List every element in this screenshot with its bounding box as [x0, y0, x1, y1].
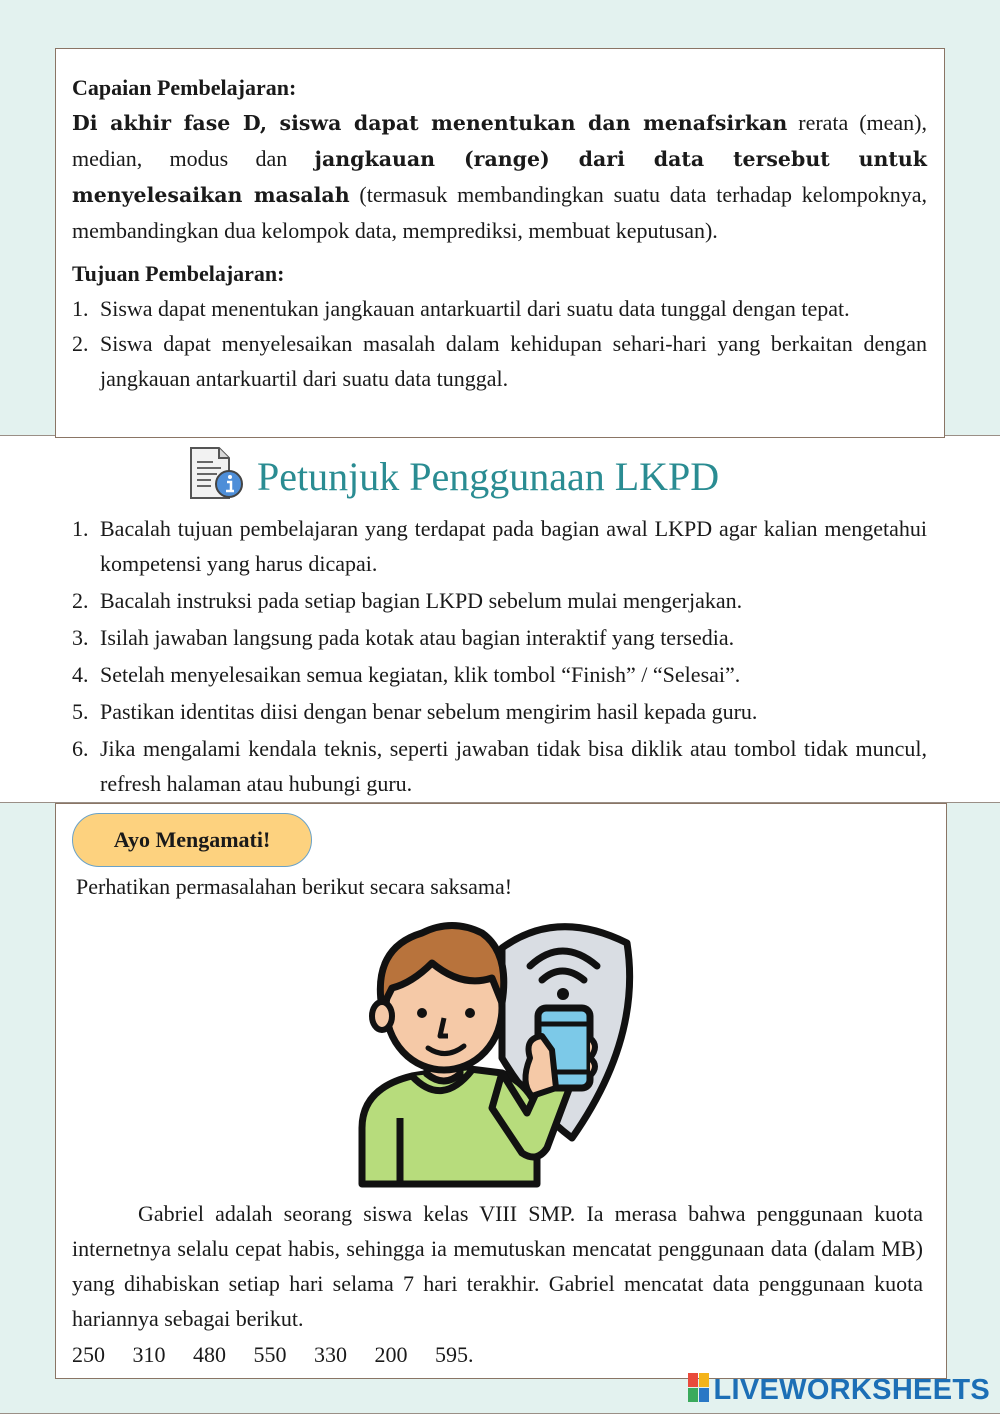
story-paragraph: Gabriel adalah seorang siswa kelas VIII SMP. Ia merasa bahwa penggunaan kuota internetnya selalu cepat habis, sehingga ia memutuskan mencatat penggunaan data (dalam MB) yang dihabiskan setiap hari selama 7 hari terakhir. Gabriel mencatat data penggunaan kuota hariannya sebagai berikut. [72, 1201, 923, 1331]
document-info-icon [185, 446, 245, 507]
observe-intro: Perhatikan permasalahan berikut secara saksama! [76, 874, 513, 899]
data-value: 310 [132, 1342, 166, 1367]
instructions-list [72, 511, 927, 801]
data-value: 200 [374, 1342, 408, 1367]
learning-objectives-list [72, 291, 927, 396]
learning-outcome-heading: Capaian Pembelajaran: [72, 75, 297, 100]
learning-outcome-text-1: rerata (mean), median, modus dan [72, 110, 927, 171]
instructions-title-text: Petunjuk Penggunaan LKPD [257, 453, 720, 499]
learning-outcome-bold-intro: Di akhir fase D, siswa dapat menentukan dan menafsirkan [72, 111, 788, 135]
data-value: 550 [253, 1342, 287, 1367]
data-value: 330 [314, 1342, 347, 1367]
instruction-item: 5. Pastikan identitas diisi dengan benar sebelum mengirim hasil kepada guru. [72, 699, 758, 724]
person-with-phone-icon [352, 908, 642, 1190]
instruction-item: 1. Bacalah tujuan pembelajaran yang terdapat pada bagian awal LKPD agar kalian mengetahui kompetensi yang harus dicapai. [72, 516, 927, 576]
liveworksheets-logo-icon [688, 1373, 710, 1408]
instruction-item: 2. Bacalah instruksi pada setiap bagian LKPD sebelum mulai mengerjakan. [72, 588, 743, 613]
instruction-item: 3. Isilah jawaban langsung pada kotak atau bagian interaktif yang tersedia. [72, 625, 735, 650]
liveworksheets-watermark [688, 1374, 991, 1406]
instructions-title [185, 446, 719, 506]
learning-outcome-bold-middle: jangkauan (range) dari data tersebut untuk menyelesaikan masalah [72, 147, 927, 207]
data-value: 250 [72, 1342, 105, 1367]
ayo-mengamati-badge: Ayo Mengamati! [72, 813, 312, 867]
learning-outcome-section [72, 70, 927, 248]
liveworksheets-wordmark: LIVEWORKSHEETS [713, 1373, 990, 1406]
objective-item: 2. Siswa dapat menyelesaikan masalah dalam kehidupan sehari-hari yang berkaitan dengan jangkauan antarkuartil dari suatu data tunggal. [72, 331, 927, 391]
learning-objectives-section [72, 256, 927, 396]
learning-outcome-text-2: (termasuk membandingkan suatu data terhadap kelompoknya, membandingkan dua kelompok data, memprediksi, membuat keputusan). [72, 182, 927, 243]
learning-outcome-paragraph [72, 105, 927, 248]
instruction-item: 6. Jika mengalami kendala teknis, seperti jawaban tidak bisa diklik atau tombol tidak muncul, refresh halaman atau hubungi guru. [72, 736, 927, 796]
learning-objectives-heading: Tujuan Pembelajaran: [72, 261, 285, 286]
data-value: 595. [435, 1342, 474, 1367]
instruction-item: 4. Setelah menyelesaikan semua kegiatan, klik tombol “Finish” / “Selesai”. [72, 662, 741, 687]
data-value: 480 [193, 1342, 226, 1367]
instructions-section [72, 511, 927, 801]
objective-item: 1. Siswa dapat menentukan jangkauan antarkuartil dari suatu data tunggal dengan tepat. [72, 296, 850, 321]
data-values-row [72, 1337, 927, 1372]
